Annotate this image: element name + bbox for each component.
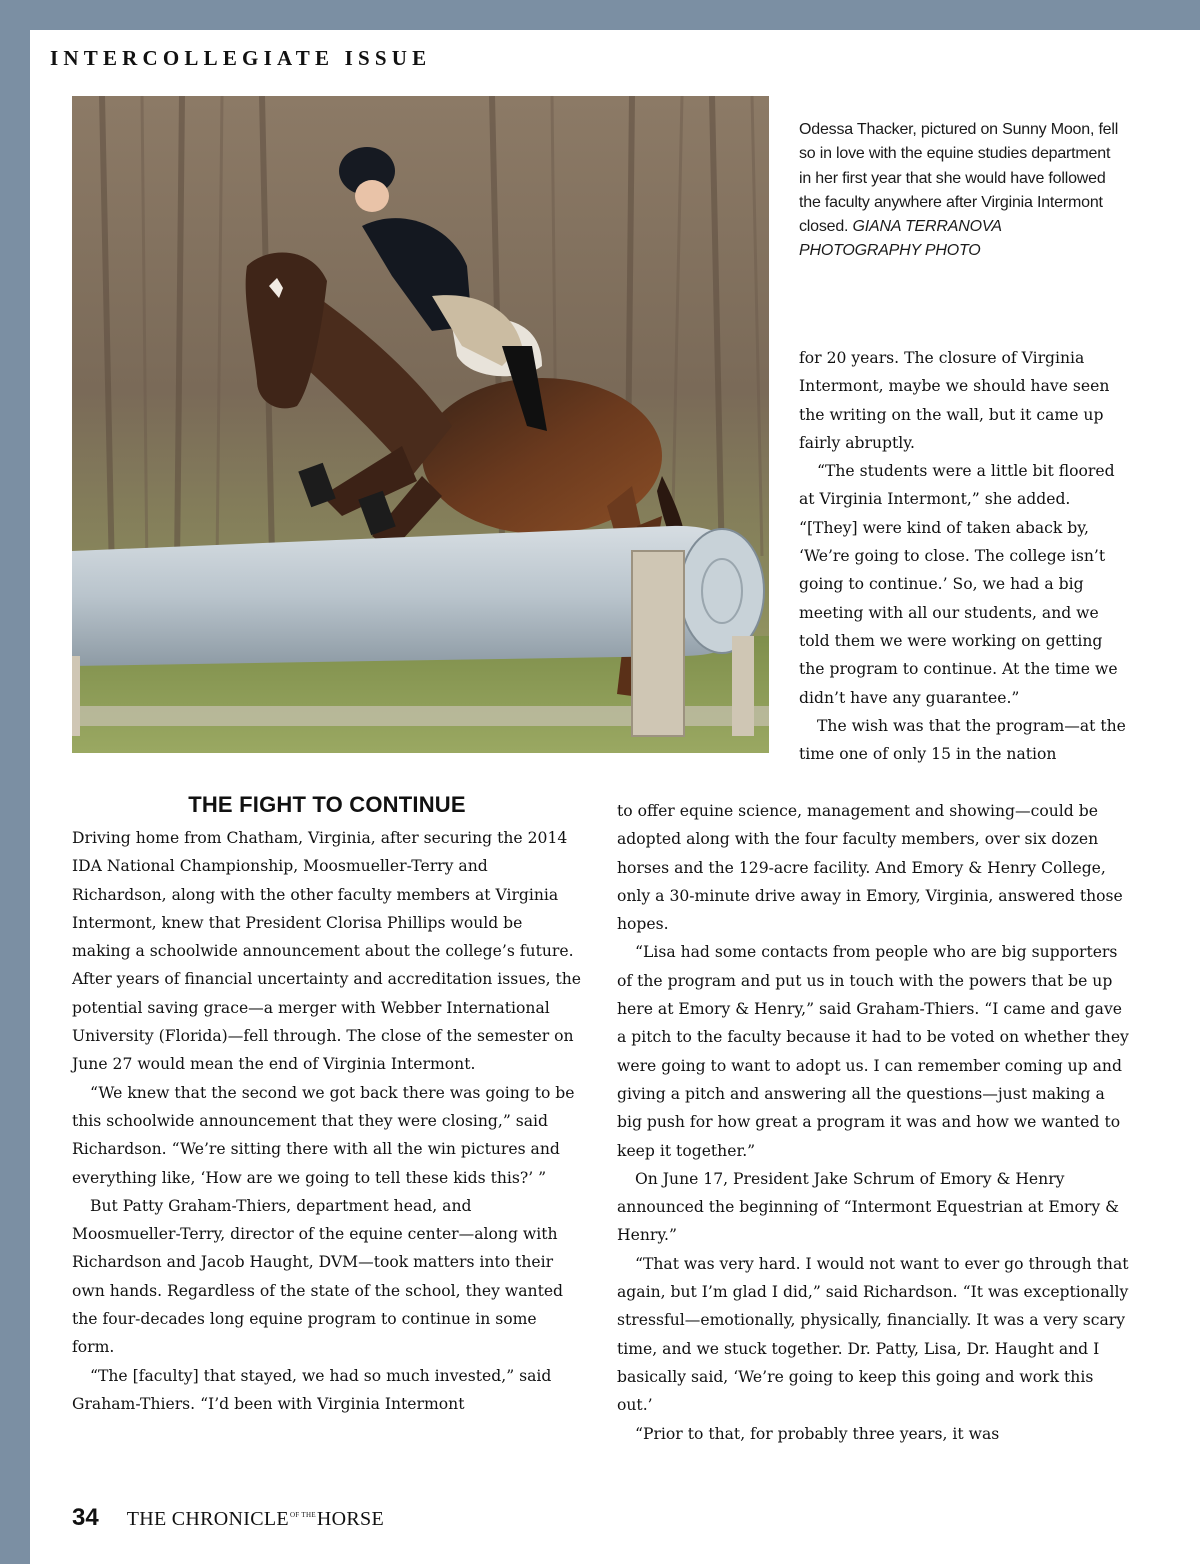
article-column-right-top	[799, 344, 1129, 768]
paragraph: “Prior to that, for probably three years, it was	[635, 1424, 1000, 1443]
paragraph: “Lisa had some contacts from people who are big supporters of the program and put us in touch with the powers that be up here at Emory & Henry,” said Graham-Thiers. “I came and gave a pitch to the faculty because it had to be voted on whether they were going to want to adopt us. I can remember coming up and giving a pitch and answering all the questions—just making a big push for how great a program it was and how we wanted to keep it together.”	[617, 943, 1129, 1160]
photo-credit: GIANA TERRANOVA PHOTOGRAPHY PHOTO	[799, 218, 1002, 260]
paragraph: “The students were a little bit floored at Virginia Intermont,” she added. “[They] were kind of taken aback by, ‘We’re going to close. The college isn’t going to continue.’ So, we had a big meeting with all our students, and we told them we were working on getting the program to continue. At the time we didn’t have any guarantee.”	[799, 462, 1118, 707]
section-heading: THE FIGHT TO CONTINUE	[188, 792, 466, 817]
paragraph: “We knew that the second we got back there was going to be this schoolwide announcement that they were closing,” said Richardson. “We’re sitting there with all the win pictures and everything like, ‘How are we going to tell these kids this?’ ”	[72, 1083, 575, 1187]
article-column-left	[72, 824, 582, 1418]
feature-photo	[72, 96, 769, 753]
paragraph: Driving home from Chatham, Virginia, after securing the 2014 IDA National Championship, Moosmueller-Terry and Richardson, along with the other faculty members at Virginia Intermont, knew that President Clorisa Phillips would be making a schoolwide announcement about the college’s future. After years of financial uncertainty and accreditation issues, the potential saving grace—a merger with Webber International University (Florida)—fell through. The close of the semester on June 27 would mean the end of Virginia Intermont.	[72, 829, 582, 1074]
paragraph: “The [faculty] that stayed, we had so much invested,” said Graham-Thiers. “I’d been with Virginia Intermont	[72, 1366, 552, 1413]
running-head: INTERCOLLEGIATE ISSUE	[50, 46, 432, 70]
magazine-page	[30, 30, 1200, 1564]
masthead-part: HORSE	[316, 1508, 384, 1530]
paragraph: to offer equine science, management and showing—could be adopted along with the four faculty members, over six dozen horses and the 129-acre facility. And Emory & Henry College, only a 30-minute drive away in Emory, Virginia, answered those hopes.	[617, 802, 1123, 934]
article-column-right	[617, 797, 1129, 1448]
paragraph: But Patty Graham-Thiers, department head, and Moosmueller-Terry, director of the equine center—along with Richardson and Jacob Haught, DVM—took matters into their own hands. Regardless of the state of the school, they wanted the four-decades long equine program to continue in some form.	[72, 1196, 564, 1357]
caption-text: Odessa Thacker, pictured on Sunny Moon, fell so in love with the equine studies department in her first year that she would have followed the faculty anywhere after Virginia Intermont closed.	[799, 121, 1119, 236]
page-footer	[72, 1504, 384, 1532]
paragraph: “That was very hard. I would not want to ever go through that again, but I’m glad I did,” said Richardson. “It was exceptionally stressful—emotionally, physically, financially. It was a very scary time, and we stuck together. Dr. Patty, Lisa, Dr. Haught and I basically said, ‘We’re going to keep this going and work this out.’	[617, 1254, 1129, 1415]
paragraph: The wish was that the program—at the time one of only 15 in the nation	[799, 716, 1126, 764]
masthead-part: THE CHRONICLE	[126, 1508, 289, 1530]
page-number: 34	[72, 1504, 99, 1531]
photo-caption	[799, 118, 1119, 264]
paragraph: for 20 years. The closure of Virginia Intermont, maybe we should have seen the writing on the wall, but it came up fairly abruptly.	[799, 349, 1110, 452]
masthead-logo	[127, 1508, 384, 1531]
paragraph: On June 17, President Jake Schrum of Emory & Henry announced the beginning of “Intermont Equestrian at Emory & Henry.”	[617, 1169, 1119, 1245]
masthead-of: OF THE	[289, 1511, 316, 1520]
